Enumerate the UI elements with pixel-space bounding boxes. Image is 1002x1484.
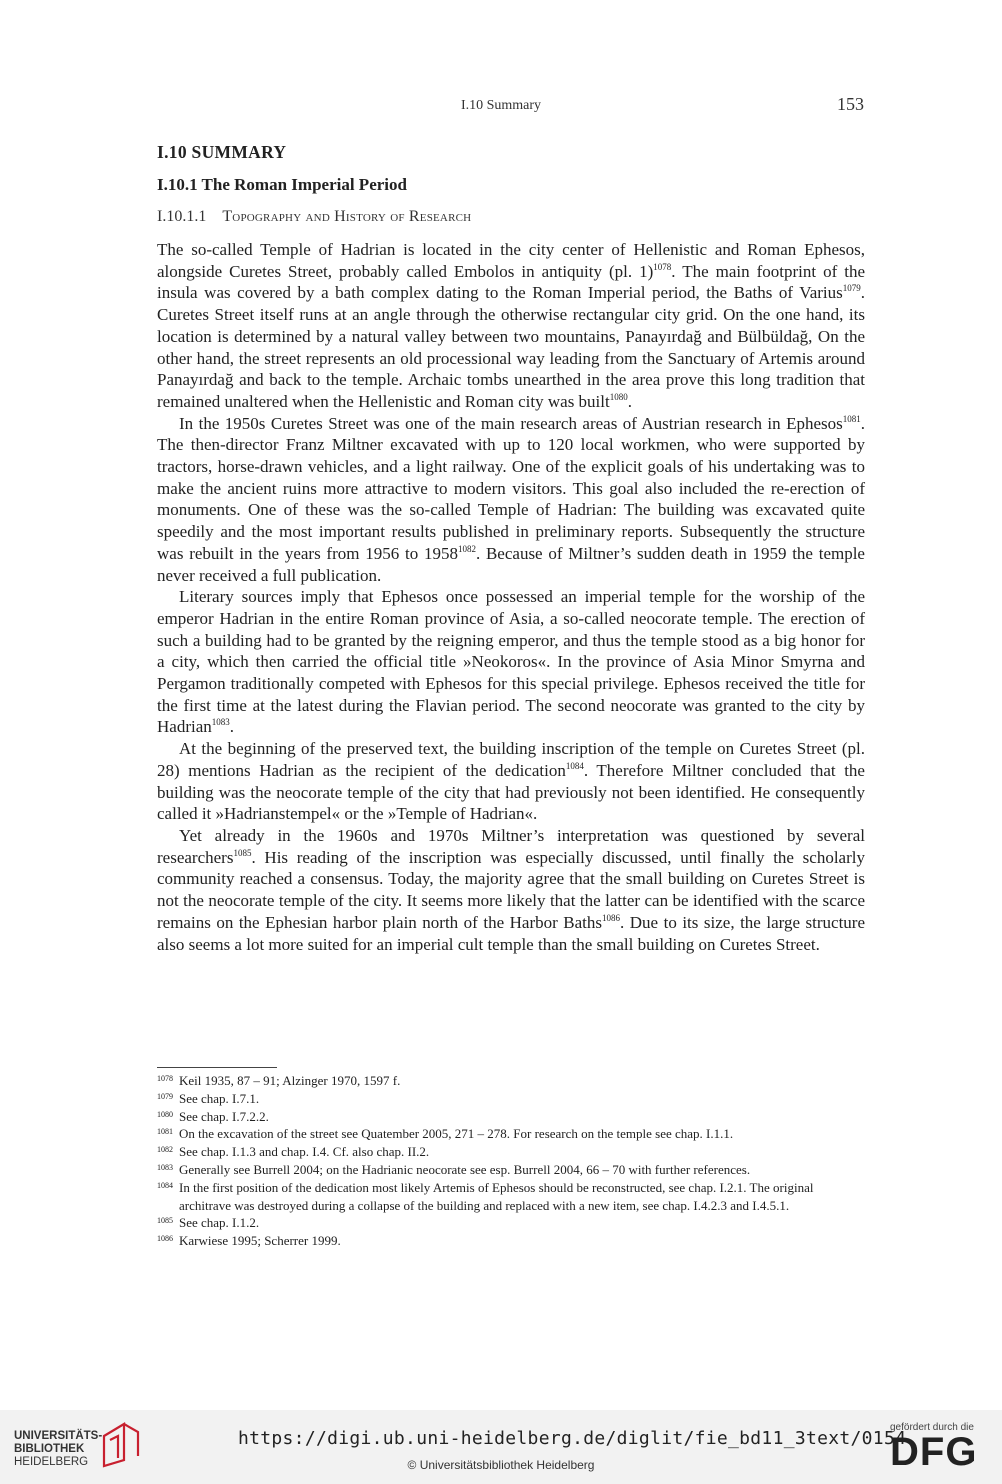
footnote-text: See chap. I.1.2. bbox=[179, 1215, 260, 1231]
footnote-number: 1084 bbox=[157, 1180, 173, 1190]
footnote-text: Generally see Burrell 2004; on the Hadrianic neocorate see esp. Burrell 2004, 66 – 70 with further references. bbox=[179, 1161, 751, 1177]
paragraph-text: . bbox=[229, 717, 235, 737]
footnote-number: 1079 bbox=[157, 1091, 173, 1101]
paragraph-text: . His reading of the inscription was especially discussed, until finally the scholarly community reached a consensus. Today, the majority agree that the small building on Curetes Street is not the neocorate temple of the city. It seems more likely that the latter can be identified with the scarce remains on the Ephesian harbor plain north of the Harbor Baths bbox=[157, 847, 865, 932]
paragraph-text: Yet already in the 1960s and 1970s Miltner’s interpretation was questioned by several researchers bbox=[157, 825, 865, 867]
footnote-reference[interactable]: 1079 bbox=[842, 283, 861, 294]
paragraph-text: . The then-director Franz Miltner excavated with up to 120 local workmen, who were supported by tractors, horse-drawn vehicles, and a light railway. One of the explicit goals of his undertaking was to make the ancient ruins more attractive to modern visitors. This goal also included the re-erection of monuments. One of these was the so-called Temple of Hadrian: The building was excavated quite speedily and the most important results published in preliminary reports. Subsequently the structure was rebuilt in the years from 1956 to 1958 bbox=[157, 413, 865, 563]
page-number: 153 bbox=[837, 94, 864, 114]
subsubsection-number: I.10.1.1 bbox=[157, 208, 207, 225]
funded-by-label: gefördert durch die bbox=[890, 1422, 974, 1433]
footnote-reference[interactable]: 1083 bbox=[211, 717, 230, 728]
subsection-heading: I.10.1 The Roman Imperial Period bbox=[157, 175, 407, 194]
footnote-reference[interactable]: 1086 bbox=[602, 912, 621, 923]
viewer-footer bbox=[0, 1410, 1002, 1484]
funder-block bbox=[890, 1422, 990, 1474]
footnote-reference[interactable]: 1080 bbox=[609, 391, 628, 402]
footnote-number: 1081 bbox=[157, 1127, 173, 1137]
dfg-logo: DFG bbox=[890, 1430, 978, 1474]
footnote-number: 1078 bbox=[157, 1074, 173, 1083]
footnote-number: 1085 bbox=[157, 1216, 173, 1226]
paragraph-text: . Therefore Miltner concluded that the building was the neocorate temple of the city that had previously not been identified. He consequently called it »Hadrianstempel« or the »Temple of Hadrian«. bbox=[157, 760, 865, 824]
library-name-line3: HEIDELBERG bbox=[14, 1456, 89, 1468]
paragraph-text: . Due to its size, the large structure also seems a lot more suited for an imperial cult temple than the small building on Curetes Street. bbox=[157, 912, 866, 954]
paragraph bbox=[157, 586, 865, 738]
running-head: I.10 Summary bbox=[460, 98, 542, 113]
footnote-reference[interactable]: 1078 bbox=[653, 261, 672, 272]
footnote-text: Karwiese 1995; Scherrer 1999. bbox=[179, 1233, 341, 1249]
footnote-number: 1086 bbox=[157, 1234, 173, 1244]
footnote bbox=[157, 1214, 865, 1232]
paragraph-text: At the beginning of the preserved text, the building inscription of the temple on Curetes Street (pl. 28) mentions Hadrian as the recipient of the dedication bbox=[157, 739, 865, 780]
section-heading: I.10 SUMMARY bbox=[157, 142, 287, 162]
footnote-text: See chap. I.7.2.2. bbox=[179, 1108, 269, 1124]
footnote bbox=[157, 1125, 865, 1143]
paragraph-text: . The main footprint of the insula was covered by a bath complex dating to the Roman Imperial period, the Baths of Varius bbox=[157, 261, 865, 303]
copyright-notice: © Universitätsbibliothek Heidelberg bbox=[407, 1458, 595, 1472]
footnote-number: 1082 bbox=[157, 1145, 173, 1155]
permalink-url[interactable]: https://digi.ub.uni-heidelberg.de/diglit/fie_bd11_3text/0154 bbox=[238, 1428, 907, 1449]
footnote bbox=[157, 1072, 865, 1090]
footnote bbox=[157, 1090, 865, 1108]
paragraph-text: The so-called Temple of Hadrian is located in the city center of Hellenistic and Roman Ephesos, alongside Curetes Street, probably called Embolos in antiquity (pl. 1) bbox=[157, 240, 865, 281]
footnote bbox=[157, 1232, 865, 1250]
footnote-number: 1083 bbox=[157, 1162, 173, 1172]
paragraph-text: Literary sources imply that Ephesos once possessed an imperial temple for the worship of the emperor Hadrian in the entire Roman province of Asia, a so-called neocorate temple. The erection of such a building had to be granted by the reigning emperor, and thus the temple stood as a big honor for a city, which then carried the official title »Neokoros«. In the province of Asia Minor Smyrna and Pergamon traditionally competed with Ephesos for this special privilege. Ephesos received the title for the first time at the latest during the Flavian period. The second neocorate was granted to the city by Hadrian bbox=[157, 587, 865, 737]
footnote-reference[interactable]: 1082 bbox=[457, 543, 476, 554]
subsubsection-title: Topography and History of Research bbox=[222, 208, 472, 225]
footnote-text: See chap. I.1.3 and chap. I.4. Cf. also chap. II.2. bbox=[179, 1144, 430, 1160]
footnote-text: In the first position of the dedication most likely Artemis of Ephesos should be reconstructed, see chap. I.2.1. The original architrave was destroyed during a collapse of the building and replaced with a new item, see chap. I.4.2.3 and I.4.5.1. bbox=[179, 1179, 814, 1213]
paragraph-text: . bbox=[627, 391, 632, 411]
footnote bbox=[157, 1179, 865, 1215]
library-name-line2: BIBLIOTHEK bbox=[14, 1443, 85, 1455]
paragraph-text: . Curetes Street itself runs at an angle through the otherwise rectangular city grid. On the one hand, its location is determined by a natural valley between two mountains, Panayırdağ and Bülbüldağ, On the other hand, the street represents an old processional way leading from the Sanctuary of Artemis around Panayırdağ and back to the temple. Archaic tombs unearthed in the area prove this long tradition that remained unaltered when the Hellenistic and Roman city was built bbox=[157, 283, 865, 411]
footnote-text: See chap. I.7.1. bbox=[179, 1090, 260, 1106]
paragraph bbox=[157, 825, 865, 955]
footnote bbox=[157, 1108, 865, 1126]
paragraph bbox=[157, 239, 865, 413]
paragraph-text: . Because of Miltner’s sudden death in 1959 the temple never received a full publication. bbox=[157, 543, 865, 585]
footnote-number: 1080 bbox=[157, 1109, 173, 1119]
footnote-reference[interactable]: 1084 bbox=[565, 760, 584, 771]
footnote bbox=[157, 1161, 865, 1179]
footnote-rule bbox=[157, 1067, 277, 1068]
library-name-line1: UNIVERSITÄTS- bbox=[14, 1430, 103, 1442]
footnote bbox=[157, 1143, 865, 1161]
footnote-reference[interactable]: 1085 bbox=[233, 847, 252, 858]
paragraph bbox=[157, 413, 865, 587]
footnote-reference[interactable]: 1081 bbox=[842, 413, 861, 424]
paragraph-text: In the 1950s Curetes Street was one of the main research areas of Austrian research in Ephesos bbox=[179, 413, 843, 433]
subsubsection-heading bbox=[157, 208, 471, 226]
paragraph bbox=[157, 738, 865, 825]
footnote-text: On the excavation of the street see Quatember 2005, 271 – 278. For research on the temple see chap. I.1.1. bbox=[179, 1126, 734, 1142]
body-text bbox=[157, 239, 865, 955]
footnotes bbox=[157, 1072, 865, 1250]
footnote-text: Keil 1935, 87 – 91; Alzinger 1970, 1597 f. bbox=[179, 1073, 401, 1088]
